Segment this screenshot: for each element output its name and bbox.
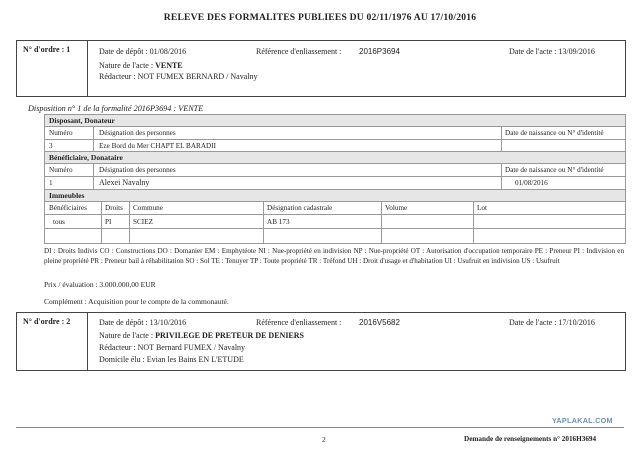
disposant-header: Disposant, Donateur (49, 116, 115, 125)
order-1-date-depot: Date de dépôt : 01/08/2016 (99, 47, 187, 56)
col-naissance-2: Date de naissance ou N° d'identité (505, 166, 604, 174)
disposant-header-bg (45, 115, 625, 126)
order-2-ref-value: 2016V5682 (359, 318, 400, 327)
nature-label-2: Nature de l'acte : (99, 331, 154, 340)
order-1-label: N° d'ordre : 1 (23, 45, 71, 54)
page-number: 2 (322, 435, 326, 444)
imm-row-beneficiaires: tous (53, 218, 65, 226)
legend-text: DI : Droits Indivis CO : Constructions DO : Domanier EM : Emphytéote NI : Nue-propriété en indivision NP : Nue-propriété OT : Autorisation d'occupation temporaire PE : Preneur PI : Indivision en pleine propriété PR : Preneur bail à réhabilitation SO : Sol TE : Tenuyer TP : Toute propriété TR : Tréfond UH : Droit d'usage et d'habitation UI : Usufruit en indivision US : Usufruit (44, 247, 624, 265)
order-2-date-depot: Date de dépôt : 13/10/2016 (99, 318, 187, 327)
order-2-ref-label: Référence d'enliassement : (256, 318, 342, 327)
order-2-divider (87, 313, 88, 370)
disposition-heading: Disposition n° 1 de la formalité 2016P3694 : VENTE (28, 104, 204, 113)
immeubles-header: Immeubles (49, 191, 85, 200)
prix: Prix / évaluation : 3.000.000,00 EUR (44, 280, 156, 289)
imm-col-lot: Lot (477, 204, 487, 212)
imm-col-commune: Commune (133, 204, 163, 212)
order-2-nature (99, 331, 304, 340)
order-1-ref-value: 2016P3694 (359, 47, 400, 56)
imm-col-beneficiaires: Bénéficiaires (49, 204, 87, 212)
benef-name: Alexei Navalny (99, 178, 150, 187)
order-2-label: N° d'ordre : 2 (23, 317, 71, 326)
order-1-date-acte: Date de l'acte : 13/09/2016 (509, 47, 595, 56)
watermark: YAPLAKAL.COM (552, 416, 613, 425)
footer-request: Demande de renseignements n° 2016H3694 (464, 435, 597, 443)
order-2-block (16, 312, 626, 371)
col-naissance: Date de naissance ou N° d'identité (505, 129, 604, 137)
order-2-date-acte: Date de l'acte : 17/10/2016 (509, 318, 595, 327)
imm-col-volume: Volume (385, 204, 408, 212)
footer-rule (16, 427, 624, 428)
order-2-domicile: Domicile élu : Evian les Bains EN L'ETUDE (99, 355, 244, 364)
order-1-divider (87, 41, 88, 96)
disposant-name: Eze Bord du Mer CHAPT EL BARADII (99, 142, 216, 150)
beneficiaire-header-bg (45, 152, 625, 163)
nature-value-2: PRIVILEGE DE PRETEUR DE DENIERS (155, 331, 304, 340)
beneficiaire-header: Bénéficiaire, Donataire (49, 153, 123, 162)
imm-col-cadastrale: Désignation cadastrale (267, 204, 333, 212)
nature-value: VENTE (155, 61, 183, 70)
col-designation: Désignation des personnes (99, 129, 176, 137)
document-title: RELEVE DES FORMALITES PUBLIEES DU 02/11/1976 AU 17/10/2016 (163, 12, 477, 23)
imm-row-droits: PI (105, 218, 112, 226)
benef-num: 1 (49, 179, 53, 187)
immeubles-header-bg (45, 190, 625, 201)
col-numero: Numéro (49, 129, 73, 137)
disposant-num: 3 (49, 142, 53, 150)
benef-date: 01/08/2016 (515, 179, 548, 187)
imm-col-droits: Droits (105, 204, 123, 212)
nature-label: Nature de l'acte : (99, 61, 154, 70)
col-numero-2: Numéro (49, 166, 73, 174)
imm-row-commune: SCIEZ (133, 218, 153, 226)
order-2-redacteur: Rédacteur : NOT Bernard FUMEX / Navalny (99, 343, 246, 352)
col-designation-2: Désignation des personnes (99, 166, 176, 174)
order-1-nature (99, 61, 183, 70)
imm-row-cadastrale: AB 173 (267, 218, 290, 226)
order-1-block (16, 40, 626, 97)
complement: Complément : Acquisition pour le compte de la commonauté. (44, 297, 229, 306)
order-1-ref-label: Référence d'enliassement : (256, 47, 342, 56)
order-1-redacteur: Rédacteur : NOT FUMEX BERNARD / Navalny (99, 72, 258, 81)
disposition-table (44, 114, 626, 244)
